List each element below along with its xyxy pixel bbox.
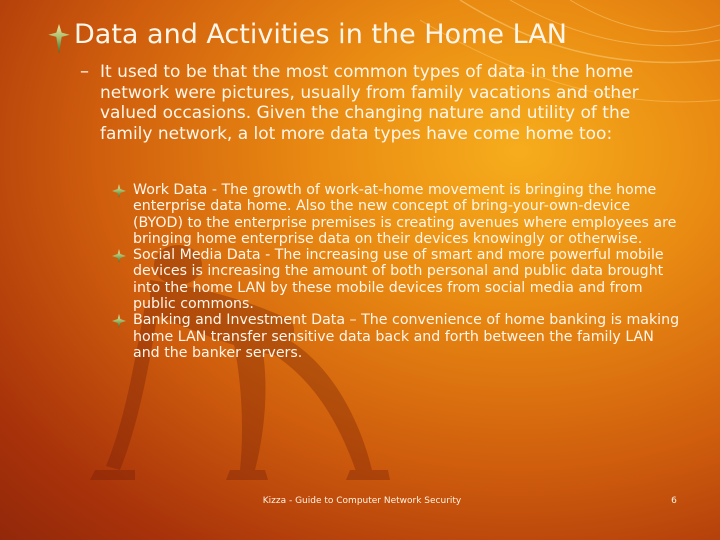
slide-title: Data and Activities in the Home LAN [74, 19, 567, 50]
bullet-text-social-media-data: Social Media Data - The increasing use of smart and more powerful mobile devices is increasing the amount of both personal and public data brought into the home LAN by these mobile devices from social media and from public commons. [133, 247, 664, 313]
dash-bullet: – [80, 61, 89, 82]
bullet-list [112, 182, 682, 361]
list-item [112, 312, 682, 361]
starburst-bullet-icon [112, 184, 126, 198]
starburst-bullet-icon [112, 314, 126, 328]
list-item [112, 247, 682, 312]
sub-bullet-text: It used to be that the most common types of data in the home network were pictures, usually from family vacations and other valued occasions. Given the changing nature and utility of the family network, a lot more data types have come home too: [100, 62, 639, 144]
starburst-bullet-icon [112, 249, 126, 263]
bullet-text-banking-data: Banking and Investment Data – The convenience of home banking is making home LAN transfer sensitive data back and forth between the family LAN and the banker servers. [133, 312, 680, 361]
bullet-text-work-data: Work Data - The growth of work-at-home movement is bringing the home enterprise data home. Also the new concept of bring-your-own-device (BYOD) to the enterprise premises is creating avenues where employees are bringing home enterprise data on their devices knowingly or otherwise. [133, 182, 677, 247]
title-row [48, 18, 567, 54]
sub-bullet [80, 62, 680, 144]
page-number: 6 [671, 496, 677, 506]
slide-footer: Kizza - Guide to Computer Network Security [262, 496, 462, 506]
starburst-bullet-icon [48, 24, 70, 54]
list-item [112, 182, 682, 247]
